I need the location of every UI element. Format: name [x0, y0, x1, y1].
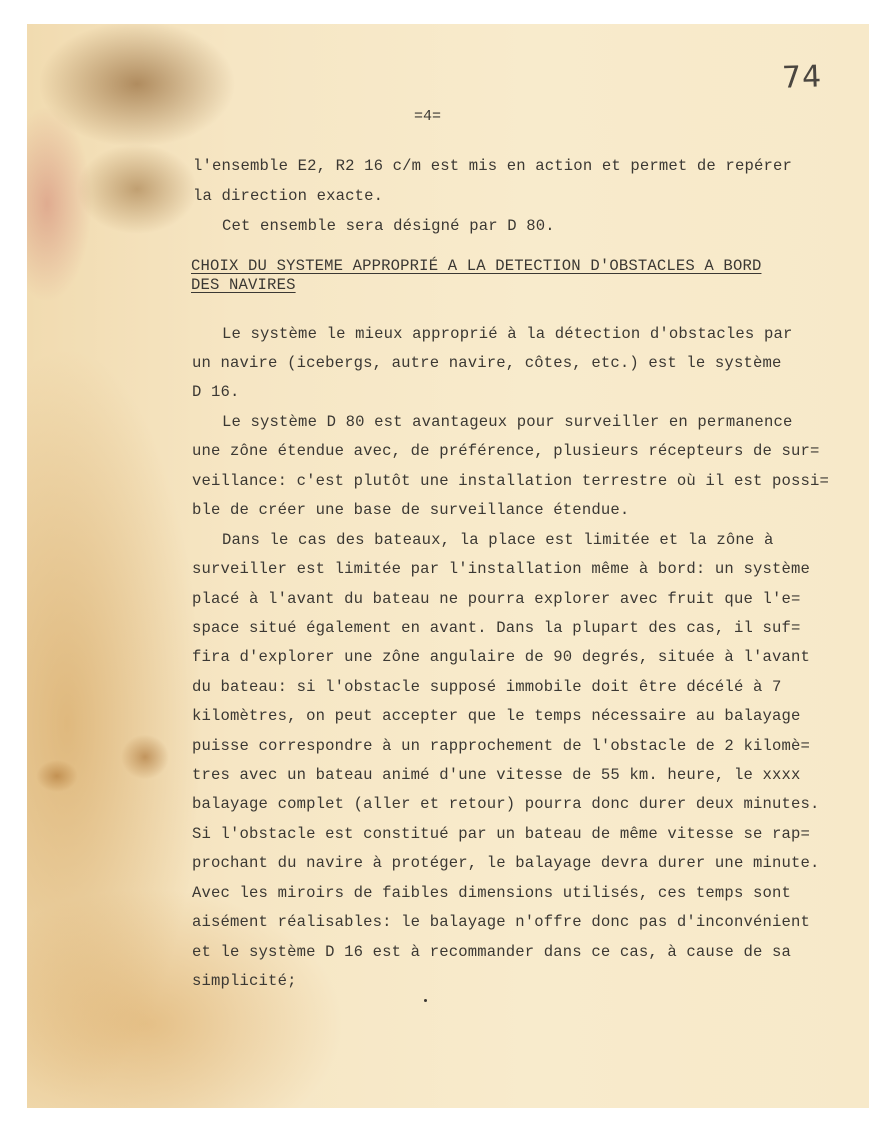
text-line: D 16. — [192, 383, 240, 401]
document-page — [27, 24, 869, 1108]
text-line: l'ensemble E2, R2 16 c/m est mis en action et permet de repérer — [193, 157, 792, 175]
text-line: Dans le cas des bateaux, la place est limitée et la zône à — [222, 531, 774, 549]
stray-ink-dot — [424, 999, 427, 1002]
text-line: et le système D 16 est à recommander dans ce cas, à cause de sa — [192, 943, 791, 961]
text-line: fira d'explorer une zône angulaire de 90 degrés, située à l'avant — [192, 648, 811, 666]
text-line: Le système le mieux approprié à la détection d'obstacles par — [222, 325, 793, 343]
text-line: un navire (icebergs, autre navire, côtes, etc.) est le système — [192, 354, 782, 372]
handwritten-folio-number: 74 — [781, 59, 823, 96]
text-line: balayage complet (aller et retour) pourra donc durer deux minutes. — [192, 795, 820, 813]
text-line: aisément réalisables: le balayage n'offre donc pas d'inconvénient — [192, 913, 811, 931]
text-line: prochant du navire à protéger, le balayage devra durer une minute. — [192, 854, 820, 872]
text-line: kilomètres, on peut accepter que le temps nécessaire au balayage — [192, 707, 801, 725]
page-number: =4= — [414, 108, 442, 125]
text-line: du bateau: si l'obstacle supposé immobile doit être décélé à 7 — [192, 678, 782, 696]
text-line: placé à l'avant du bateau ne pourra explorer avec fruit que l'e= — [192, 590, 801, 608]
text-line: la direction exacte. — [193, 187, 384, 205]
section-heading: DES NAVIRES — [191, 276, 296, 294]
section-heading: CHOIX DU SYSTEME APPROPRIÉ A LA DETECTION D'OBSTACLES A BORD — [191, 257, 762, 275]
text-line: tres avec un bateau animé d'une vitesse de 55 km. heure, le xxxx — [192, 766, 801, 784]
text-line: space situé également en avant. Dans la plupart des cas, il suf= — [192, 619, 801, 637]
text-line: Avec les miroirs de faibles dimensions utilisés, ces temps sont — [192, 884, 791, 902]
text-line: ble de créer une base de surveillance étendue. — [192, 501, 630, 519]
text-line: puisse correspondre à un rapprochement de l'obstacle de 2 kilomè= — [192, 737, 811, 755]
text-line: simplicité; — [192, 972, 297, 990]
text-line: Le système D 80 est avantageux pour surveiller en permanence — [222, 413, 793, 431]
text-line: Cet ensemble sera désigné par D 80. — [222, 217, 555, 235]
text-line: Si l'obstacle est constitué par un bateau de même vitesse se rap= — [192, 825, 811, 843]
text-line: une zône étendue avec, de préférence, plusieurs récepteurs de sur= — [192, 442, 820, 460]
text-line: surveiller est limitée par l'installation même à bord: un système — [192, 560, 811, 578]
text-line: veillance: c'est plutôt une installation terrestre où il est possi= — [192, 472, 830, 490]
